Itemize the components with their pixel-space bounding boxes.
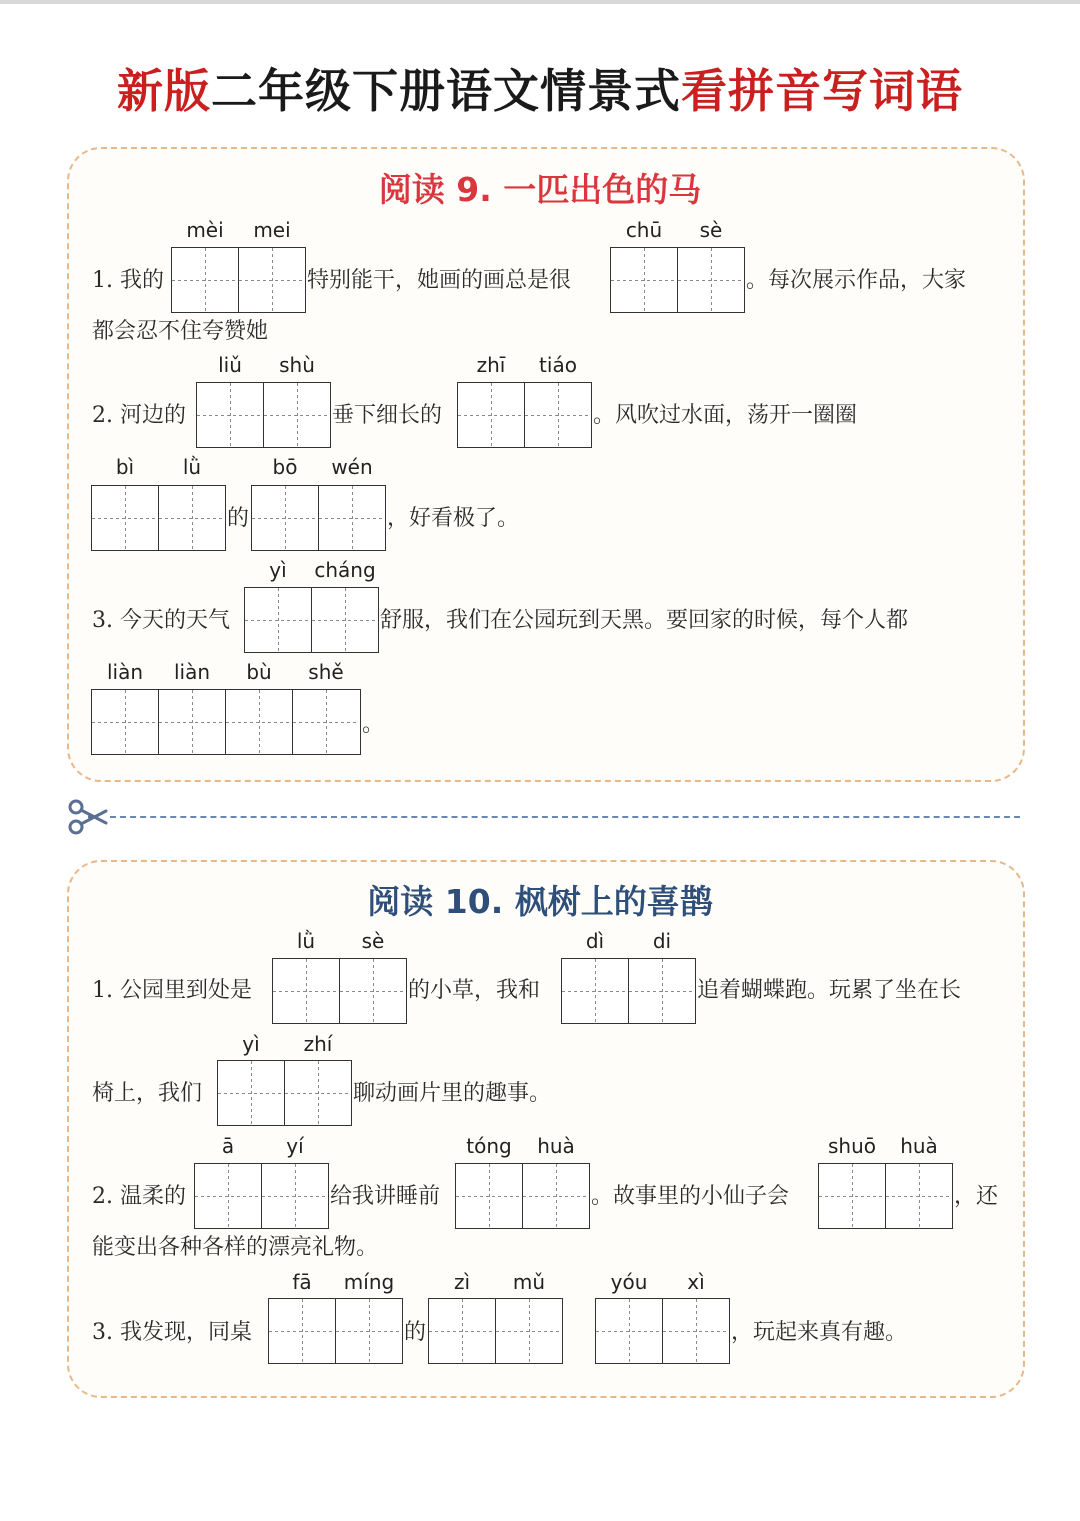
pinyin: xì [687,1270,705,1294]
answer-box[interactable] [196,382,331,448]
scissors-icon [68,799,108,835]
answer-box[interactable] [428,1298,563,1364]
q2-text-4: ，还 [954,1184,999,1209]
title-part-1: 新版 [117,64,211,118]
answer-box[interactable] [217,1060,352,1126]
answer-box[interactable] [561,958,696,1024]
answer-box[interactable] [595,1298,730,1364]
title-part-2: 二年级下册语文情景式 [211,64,681,118]
answer-box[interactable] [171,247,306,313]
q2-text-3: 。故事里的小仙子会 [591,1184,790,1209]
title-part-3: 看拼音写词语 [681,64,963,118]
answer-box[interactable] [251,485,386,551]
q1-text-1: 1. 我的 [92,268,164,293]
q2-text-5: 能变出各种各样的漂亮礼物。 [92,1235,379,1260]
answer-box[interactable] [818,1163,953,1229]
pinyin: fā [292,1270,312,1294]
section-title-10: 阅读 10. 枫树上的喜鹊 [367,882,713,921]
page-title [0,58,1080,124]
pinyin: huà [537,1134,575,1158]
pinyin: tiáo [539,353,577,377]
pinyin: tóng [466,1134,512,1158]
pinyin: yí [286,1134,304,1158]
pinyin: yóu [610,1270,648,1294]
q2-text-3: 。风吹过水面，荡开一圈圈 [593,403,858,428]
q1-text-2: 的小草，我和 [408,978,541,1003]
pinyin: cháng [314,558,376,582]
pinyin: bō [272,455,298,479]
pinyin: huà [900,1134,938,1158]
pinyin: sè [699,218,723,242]
pinyin: lǜ [182,455,202,479]
pinyin: zì [453,1270,471,1294]
pinyin: shuō [827,1134,876,1158]
q1-text-3: 。每次展示作品，大家 [746,268,967,293]
pinyin: zhī [476,353,506,377]
q1-text-4: 椅上，我们 [92,1081,203,1106]
answer-box[interactable] [272,958,407,1024]
pinyin: di [652,929,672,953]
q2-text-2: 垂下细长的 [332,403,443,428]
pinyin: mǔ [512,1270,546,1294]
pinyin: wén [331,455,373,479]
pinyin: mei [253,218,291,242]
q1-text-5: 聊动画片里的趣事。 [353,1081,552,1106]
q2-text-2: 给我讲睡前 [330,1184,441,1209]
q3-text-2: 舒服，我们在公园玩到天黑。要回家的时候，每个人都 [380,608,909,633]
answer-box[interactable] [457,382,592,448]
pinyin: zhí [303,1032,333,1056]
q1-text-1: 1. 公园里到处是 [92,978,252,1003]
answer-box[interactable] [91,485,226,551]
pinyin: shù [279,353,315,377]
q2-text-1: 2. 河边的 [92,403,186,428]
pinyin: chū [625,218,663,242]
pinyin: sè [361,929,385,953]
answer-box[interactable] [91,689,361,755]
section-title-9: 阅读 9. 一匹出色的马 [378,170,702,209]
q3-text-1: 3. 我发现，同桌 [92,1320,252,1345]
q3-text-2: 的 [404,1320,427,1345]
pinyin: liàn [173,660,211,684]
answer-box[interactable] [244,587,379,653]
pinyin: bì [115,455,135,479]
pinyin: dì [585,929,605,953]
q1-text-3: 追着蝴蝶跑。玩累了坐在长 [697,978,962,1003]
answer-box[interactable] [194,1163,329,1229]
q3-text-3: ，玩起来真有趣。 [731,1320,908,1345]
top-border [0,0,1080,4]
answer-box[interactable] [268,1298,403,1364]
pinyin: yì [242,1032,260,1056]
pinyin: shě [308,660,344,684]
answer-box[interactable] [455,1163,590,1229]
pinyin: bù [246,660,272,684]
cut-line [110,816,1020,818]
answer-box[interactable] [610,247,745,313]
q2-text-5: ，好看极了。 [387,506,520,531]
pinyin: ā [221,1134,235,1158]
pinyin: mèi [186,218,224,242]
pinyin: lǜ [296,929,316,953]
q1-text-2: 特别能干，她画的画总是很 [307,268,572,293]
pinyin: yì [269,558,287,582]
pinyin: míng [343,1270,395,1294]
q3-text-1: 3. 今天的天气 [92,608,230,633]
q1-text-4: 都会忍不住夸赞她 [92,319,269,344]
pinyin: liǔ [218,353,242,377]
q3-text-3: 。 [362,712,385,737]
q2-text-4: 的 [227,506,250,531]
pinyin: liàn [106,660,144,684]
q2-text-1: 2. 温柔的 [92,1184,186,1209]
